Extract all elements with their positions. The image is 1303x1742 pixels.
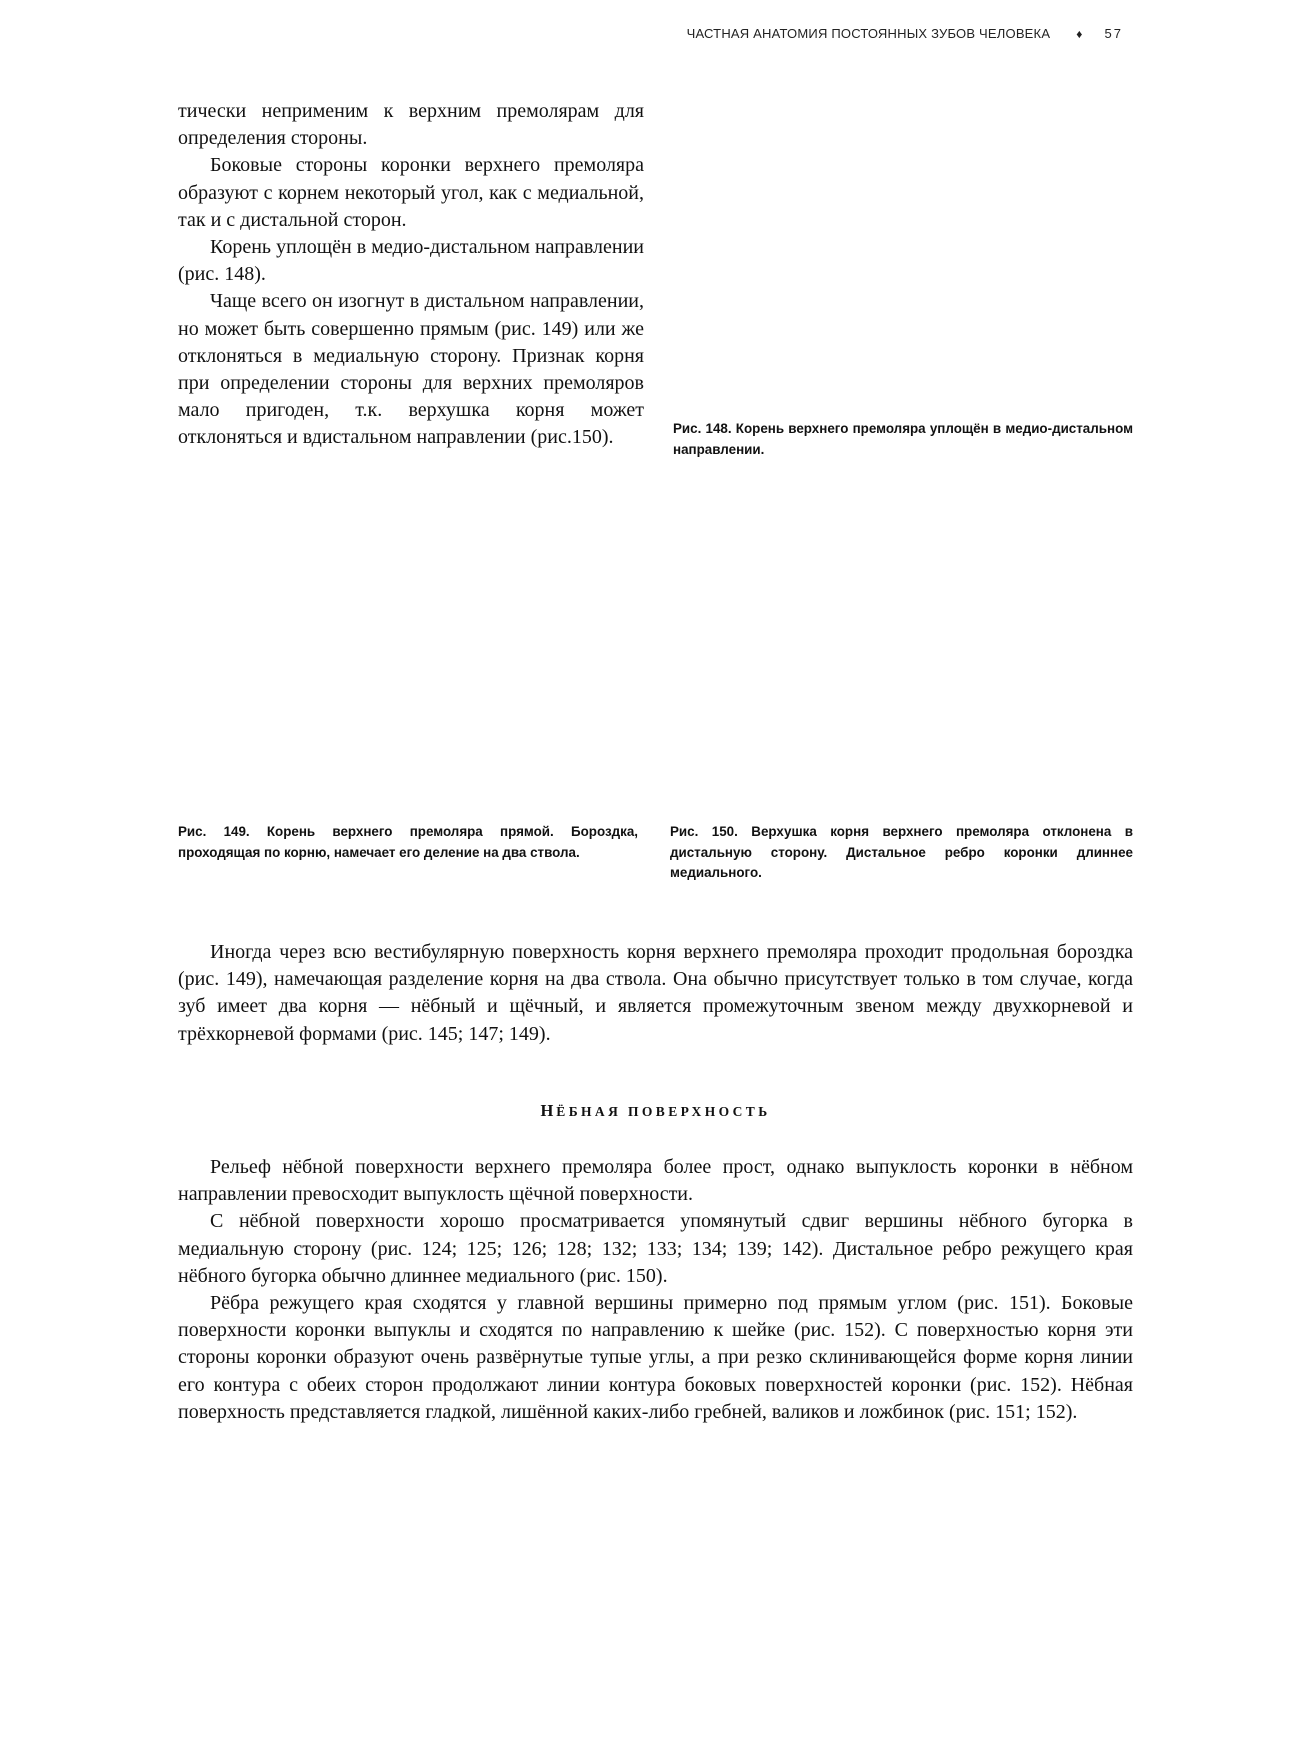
paragraph: тически неприменим к верхним премолярам для определения стороны. [178,100,644,150]
paragraph: Корень уплощён в медио-дистальном направлении (рис. 148). [178,236,644,286]
figure-150-image [670,500,1133,810]
paragraph: Иногда через всю вестибулярную поверхность корня верхнего премоляра проходит продольная бороздка (рис. 149), намечающая разделение корня на два ствола. Она обычно присутствует только в том случае, когда зуб имеет два корня — нёбный и щёчный, и является промежуточным звеном между двухкорневой и трёхкорневой формами (рис. 145; 147; 149). [178,941,1133,1045]
body-text-after-figures [178,939,1133,1048]
section-heading-rest: ЁБНАЯ ПОВЕРХНОСТЬ [556,1104,771,1119]
paragraph: Боковые стороны коронки верхнего премоляра образуют с корнем некоторый угол, как с медиальной, так и с дистальной сторон. [178,154,644,231]
section-heading-initial: Н [540,1101,557,1120]
figure-148-image [673,90,1133,410]
figure-149-image [178,500,638,810]
running-title: ЧАСТНАЯ АНАТОМИЯ ПОСТОЯННЫХ ЗУБОВ ЧЕЛОВЕКА [686,26,1051,41]
section-body-text [178,1154,1133,1426]
running-header [687,26,1123,41]
figure-148-caption: Рис. 148. Корень верхнего премоляра уплощён в медио-дистальном направлении. [673,421,1133,457]
paragraph: Чаще всего он изогнут в дистальном направлении, но может быть совершенно прямым (рис. 149) или же отклоняться в медиальную сторону. Признак корня при определении стороны для верхних премоляров мало пригоден, т.к. верхушка корня может отклоняться и вдистальном направлении (рис.150). [178,290,644,449]
header-separator: ♦ [1076,27,1083,41]
paragraph: С нёбной поверхности хорошо просматривается упомянутый сдвиг вершины нёбного бугорка в медиальную сторону (рис. 124; 125; 126; 128; 132; 133; 134; 139; 142). Дистальное ребро режущего края нёбного бугорка обычно длиннее медиального (рис. 150). [178,1210,1133,1287]
page-number: 57 [1104,26,1123,41]
figure-149-caption: Рис. 149. Корень верхнего премоляра прямой. Бороздка, проходящая по корню, намечает его деление на два ствола. [178,824,638,860]
paragraph: Рельеф нёбной поверхности верхнего премоляра более прост, однако выпуклость коронки в нёбном направлении превосходит выпуклость щёчной поверхности. [178,1156,1133,1206]
paragraph: Рёбра режущего края сходятся у главной вершины примерно под прямым углом (рис. 151). Боковые поверхности коронки выпуклы и сходятся по направлению к шейке (рис. 152). С поверхностью корня эти стороны коронки образуют очень развёрнутые тупые углы, а при резко склинивающейся форме корня линии его контура с обеих сторон продолжают линии контура боковых поверхностей коронки (рис. 152). Нёбная поверхность представляется гладкой, лишённой каких-либо гребней, валиков и ложбинок (рис. 151; 152). [178,1292,1133,1423]
figure-150-caption: Рис. 150. Верхушка корня верхнего премоляра отклонена в дистальную сторону. Дистальное ребро коронки длиннее медиального. [670,824,1133,880]
section-heading [178,1101,1133,1121]
left-column-text [178,98,644,452]
